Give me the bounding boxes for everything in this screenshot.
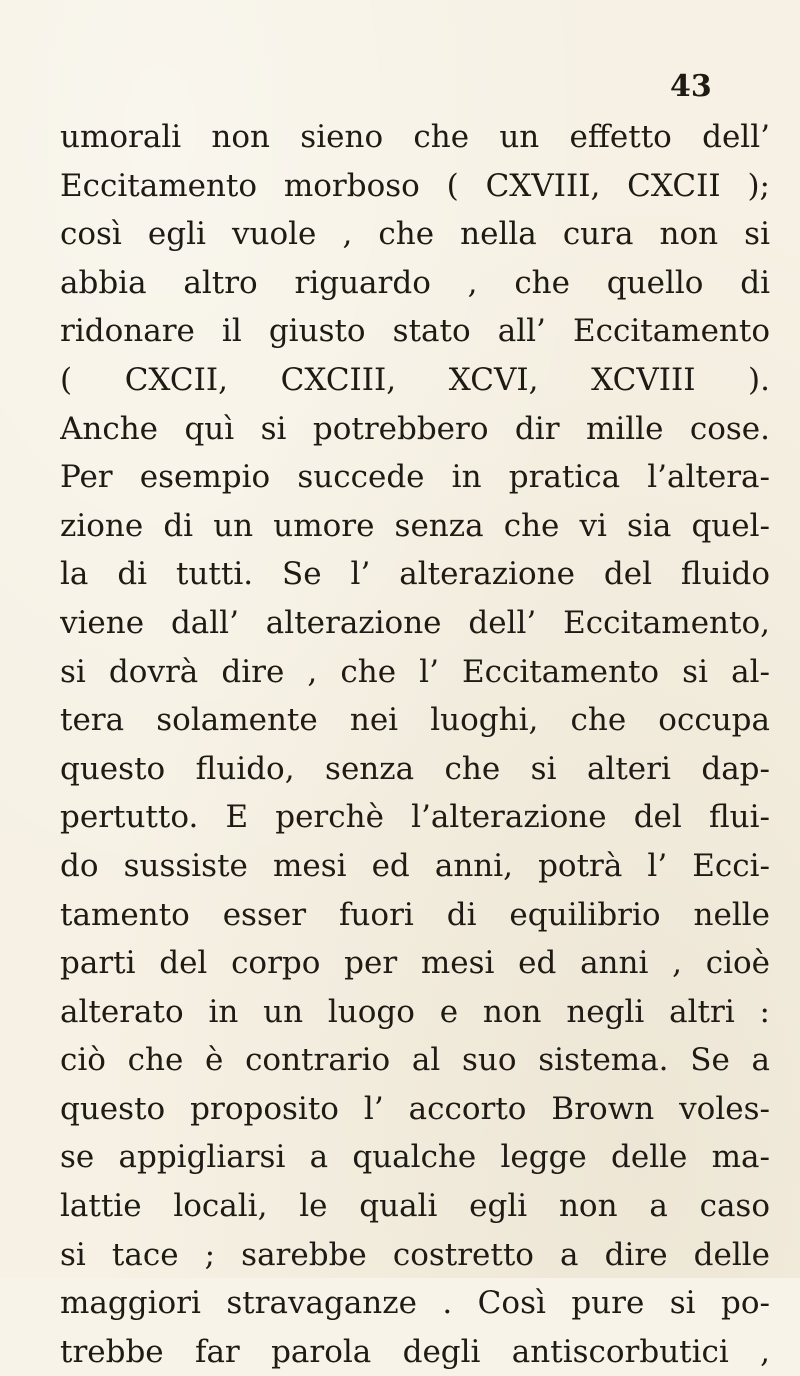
text-line: ridonare il giusto stato all’ Eccitamento bbox=[60, 313, 770, 350]
text-line: lattie locali, le quali egli non a caso bbox=[60, 1188, 770, 1225]
text-line: do sussiste mesi ed anni, potrà l’ Ecci- bbox=[60, 847, 770, 884]
text-line: tamento esser fuori di equilibrio nelle bbox=[60, 896, 770, 933]
text-line: questo proposito l’ accorto Brown voles- bbox=[60, 1090, 770, 1127]
text-line: Anche quì si potrebbero dir mille cose. bbox=[60, 410, 770, 447]
text-line: abbia altro riguardo , che quello di bbox=[60, 264, 770, 301]
text-line: così egli vuole , che nella cura non si bbox=[60, 216, 770, 253]
text-line: alterato in un luogo e non negli altri : bbox=[60, 993, 770, 1030]
text-line: ( CXCII, CXCIII, XCVI, XCVIII ). bbox=[60, 361, 770, 398]
text-line: viene dall’ alterazione dell’ Eccitamento, bbox=[60, 604, 770, 641]
text-line: parti del corpo per mesi ed anni , cioè bbox=[60, 945, 770, 982]
text-line: la di tutti. Se l’ alterazione del fluido bbox=[60, 556, 770, 593]
text-line: umorali non sieno che un effetto dell’ bbox=[60, 119, 770, 155]
body-text bbox=[60, 113, 770, 1376]
page-number: 43 bbox=[670, 69, 712, 104]
text-line: ciò che è contrario al suo sistema. Se a bbox=[60, 1042, 770, 1079]
text-line: Eccitamento morboso ( CXVIII, CXCII ); bbox=[60, 167, 770, 204]
text-line: tera solamente nei luoghi, che occupa bbox=[60, 702, 770, 739]
text-line: se appigliarsi a qualche legge delle ma- bbox=[60, 1139, 770, 1176]
text-line: maggiori stravaganze . Così pure si po- bbox=[60, 1285, 770, 1322]
text-line: pertutto. E perchè l’alterazione del flui- bbox=[60, 799, 770, 836]
text-line: questo fluido, senza che si alteri dap- bbox=[60, 750, 770, 787]
text-line: zione di un umore senza che vi sia quel- bbox=[60, 507, 770, 544]
text-line: Per esempio succede in pratica l’altera- bbox=[60, 459, 770, 496]
text-line: si tace ; sarebbe costretto a dire delle bbox=[60, 1236, 770, 1273]
text-line: trebbe far parola degli antiscorbutici , bbox=[60, 1333, 770, 1370]
text-line: si dovrà dire , che l’ Eccitamento si al- bbox=[60, 653, 770, 690]
